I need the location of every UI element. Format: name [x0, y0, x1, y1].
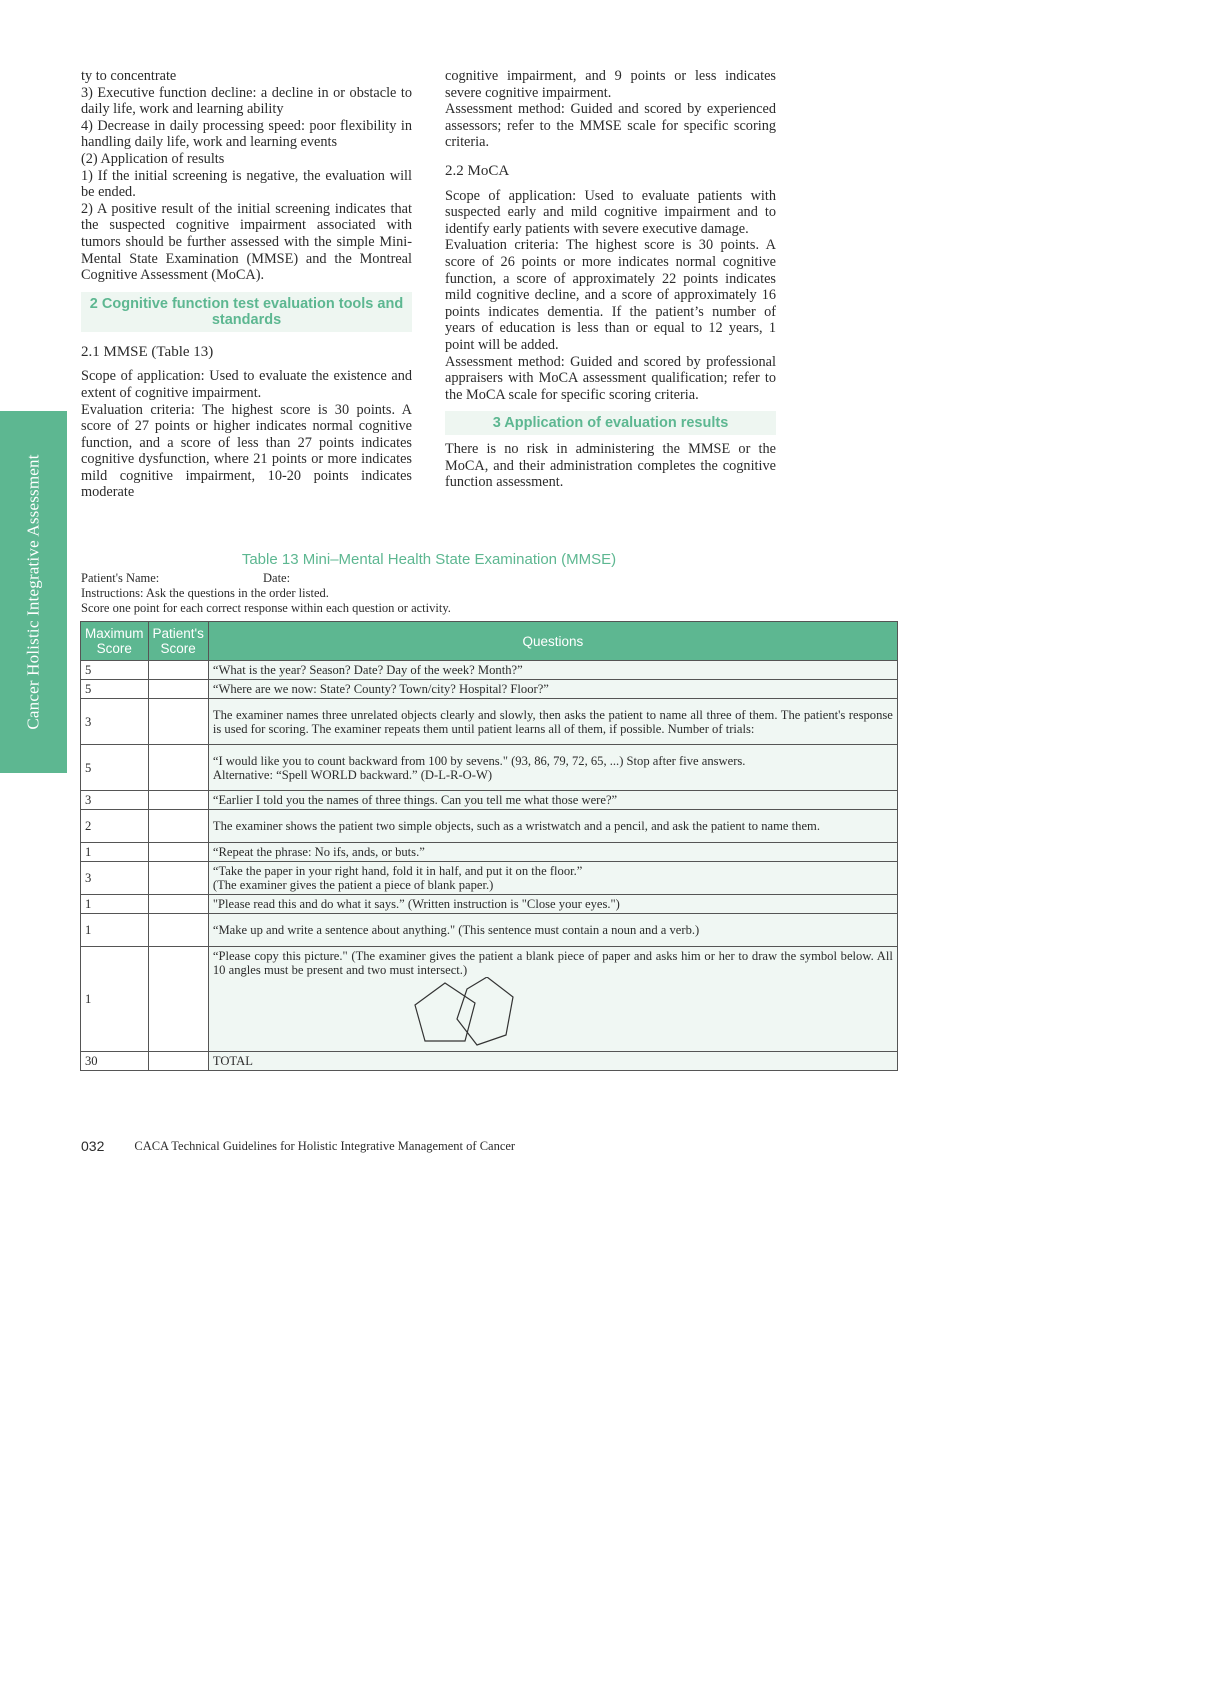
question-cell: [208, 862, 897, 895]
paragraph: 1) If the initial screening is negative, the evaluation will be ended.: [81, 167, 412, 201]
header-patient-score: Patient's Score: [148, 622, 208, 661]
question-text: “Make up and write a sentence about anything." (This sentence must contain a noun and a verb.): [212, 923, 700, 937]
side-tab: [0, 411, 67, 773]
question-cell: [208, 791, 897, 810]
patient-score-cell[interactable]: [148, 843, 208, 862]
question-text: “I would like you to count backward from 100 by sevens." (93, 86, 79, 72, 65, ...) Stop after five answers.: [212, 753, 746, 768]
question-cell: [208, 680, 897, 699]
header-questions: Questions: [208, 622, 897, 661]
table-row: [81, 745, 898, 791]
patient-score-cell[interactable]: [148, 862, 208, 895]
table-row: [81, 862, 898, 895]
side-tab-label: Cancer Holistic Integrative Assessment: [23, 454, 43, 730]
date-label: Date:: [263, 571, 291, 585]
patient-score-cell[interactable]: [148, 947, 208, 1052]
paragraph: Scope of application: Used to evaluate patients with suspected early and mild cognitive impairment and to identify early patients with severe executive damage.: [445, 187, 776, 237]
question-text: (The examiner gives the patient a piece of blank paper.): [212, 878, 494, 892]
table-row: [81, 810, 898, 843]
paragraph: (2) Application of results: [81, 150, 225, 167]
max-score-cell: 1: [81, 914, 149, 947]
patient-score-cell[interactable]: [148, 661, 208, 680]
table-row: [81, 947, 898, 1052]
patient-score-cell[interactable]: [148, 810, 208, 843]
max-score-cell: 5: [81, 661, 149, 680]
patient-score-cell[interactable]: [148, 680, 208, 699]
paragraph: ty to concentrate: [81, 68, 177, 84]
question-text: "Please read this and do what it says.” (Written instruction is "Close your eyes."): [212, 897, 620, 911]
scoring-note: Score one point for each correct response within each question or activity.: [81, 601, 451, 615]
table-row: [81, 914, 898, 947]
paragraph: There is no risk in administering the MMSE or the MoCA, and their administration completes the cognitive function assessment.: [445, 441, 776, 491]
mmse-table: [80, 621, 898, 1071]
pentagons-svg: [213, 977, 893, 1049]
question-cell: [208, 914, 897, 947]
footer-title: CACA Technical Guidelines for Holistic Integrative Management of Cancer: [134, 1138, 516, 1153]
table-row: [81, 699, 898, 745]
paragraph: cognitive impairment, and 9 points or less indicates severe cognitive impairment.: [445, 68, 776, 101]
table-row: [81, 895, 898, 914]
question-text: “Repeat the phrase: No ifs, ands, or buts.”: [212, 845, 425, 859]
right-column: [445, 68, 776, 491]
left-column: [81, 68, 412, 501]
patient-name-label: Patient's Name:: [81, 571, 160, 585]
table-title: Table 13 Mini–Mental Health State Examination (MMSE): [241, 551, 617, 568]
max-score-cell: 5: [81, 745, 149, 791]
paragraph: Evaluation criteria: The highest score is 30 points. A score of 27 points or higher indicates normal cognitive function, and a score of less than 27 points indicates cognitive dysfunction, where 21 points or more indicates mild cognitive impairment, 10-20 points indicates moderate: [81, 401, 412, 501]
question-text: “What is the year? Season? Date? Day of the week? Month?”: [212, 663, 523, 677]
max-score-cell: 3: [81, 699, 149, 745]
question-text: “Where are we now: State? County? Town/city? Hospital? Floor?”: [212, 682, 549, 696]
table-row: [81, 680, 898, 699]
paragraph: Scope of application: Used to evaluate the existence and extent of cognitive impairment.: [81, 368, 412, 401]
patient-score-cell[interactable]: [148, 699, 208, 745]
table-row: [81, 843, 898, 862]
max-score-cell: 1: [81, 843, 149, 862]
total-patient-cell[interactable]: [148, 1052, 208, 1071]
question-text: “Take the paper in your right hand, fold it in half, and put it on the floor.”: [212, 864, 583, 878]
table-body: [81, 661, 898, 1071]
patient-score-cell[interactable]: [148, 745, 208, 791]
pentagon-right: [457, 977, 513, 1045]
max-score-cell: 3: [81, 862, 149, 895]
question-cell: [208, 947, 897, 1052]
header-max-score: Maximum Score: [81, 622, 149, 661]
paragraph: 3) Executive function decline: a decline in or obstacle to daily life, work and learning ability: [81, 84, 412, 118]
subsection-heading: 2.2 MoCA: [445, 162, 510, 179]
paragraph: 4) Decrease in daily processing speed: poor flexibility in handling daily life, work and learning events: [81, 117, 412, 151]
question-cell: [208, 843, 897, 862]
paragraph: Assessment method: Guided and scored by professional appraisers with MoCA assessment qualification; refer to the MoCA scale for specific scoring criteria.: [445, 353, 776, 403]
table-meta: [81, 571, 781, 616]
question-text: The examiner shows the patient two simple objects, such as a wristwatch and a pencil, and ask the patient to name them.: [212, 819, 821, 833]
total-max-cell: 30: [81, 1052, 149, 1071]
instructions: Instructions: Ask the questions in the order listed.: [81, 586, 329, 600]
question-text: The examiner names three unrelated objects clearly and slowly, then asks the patient to name all three of them. The patient's response is used for scoring. The examiner repeats them until patient learns all of them, if possible. Number of trials:: [212, 707, 893, 736]
max-score-cell: 2: [81, 810, 149, 843]
section-heading: 2 Cognitive function test evaluation tools and standards: [81, 292, 412, 332]
section-heading: 3 Application of evaluation results: [445, 411, 776, 435]
table-header-row: [81, 622, 898, 661]
paragraph: Assessment method: Guided and scored by experienced assessors; refer to the MMSE scale for specific scoring criteria.: [445, 101, 776, 151]
paragraph: Evaluation criteria: The highest score is 30 points. A score of 26 points or more indicates normal cognitive function, a score of approximately 22 points indicates mild cognitive decline, and a score of approximately 16 points indicates dementia. If the patient’s number of years of education is less than or equal to 12 years, 1 point will be added.: [445, 237, 776, 353]
total-row: [81, 1052, 898, 1071]
question-text: “Please copy this picture." (The examiner gives the patient a blank piece of paper and asks him or her to draw the symbol below. All 10 angles must be present and two must intersect.): [212, 949, 893, 977]
page-number: 032: [81, 1138, 105, 1154]
patient-score-cell[interactable]: [148, 895, 208, 914]
max-score-cell: 1: [81, 895, 149, 914]
intersecting-pentagons-figure: [213, 977, 893, 1049]
patient-score-cell[interactable]: [148, 791, 208, 810]
max-score-cell: 5: [81, 680, 149, 699]
question-cell: [208, 810, 897, 843]
question-cell: [208, 895, 897, 914]
paragraph: 2) A positive result of the initial screening indicates that the suspected cognitive impairment associated with tumors should be further assessed with the simple Mini-Mental State Examination (MMSE) and the Montreal Cognitive Assessment (MoCA).: [81, 200, 412, 284]
question-cell: [208, 745, 897, 791]
table-row: [81, 661, 898, 680]
question-cell: [208, 661, 897, 680]
question-text: Alternative: “Spell WORLD backward.” (D-L-R-O-W): [212, 767, 493, 782]
max-score-cell: 3: [81, 791, 149, 810]
question-text: “Earlier I told you the names of three things. Can you tell me what those were?”: [212, 793, 618, 807]
question-cell: [208, 699, 897, 745]
patient-score-cell[interactable]: [148, 914, 208, 947]
footer: [81, 1138, 515, 1154]
total-label: TOTAL: [208, 1052, 897, 1071]
subsection-heading: 2.1 MMSE (Table 13): [81, 343, 214, 360]
table-row: [81, 791, 898, 810]
max-score-cell: 1: [81, 947, 149, 1052]
